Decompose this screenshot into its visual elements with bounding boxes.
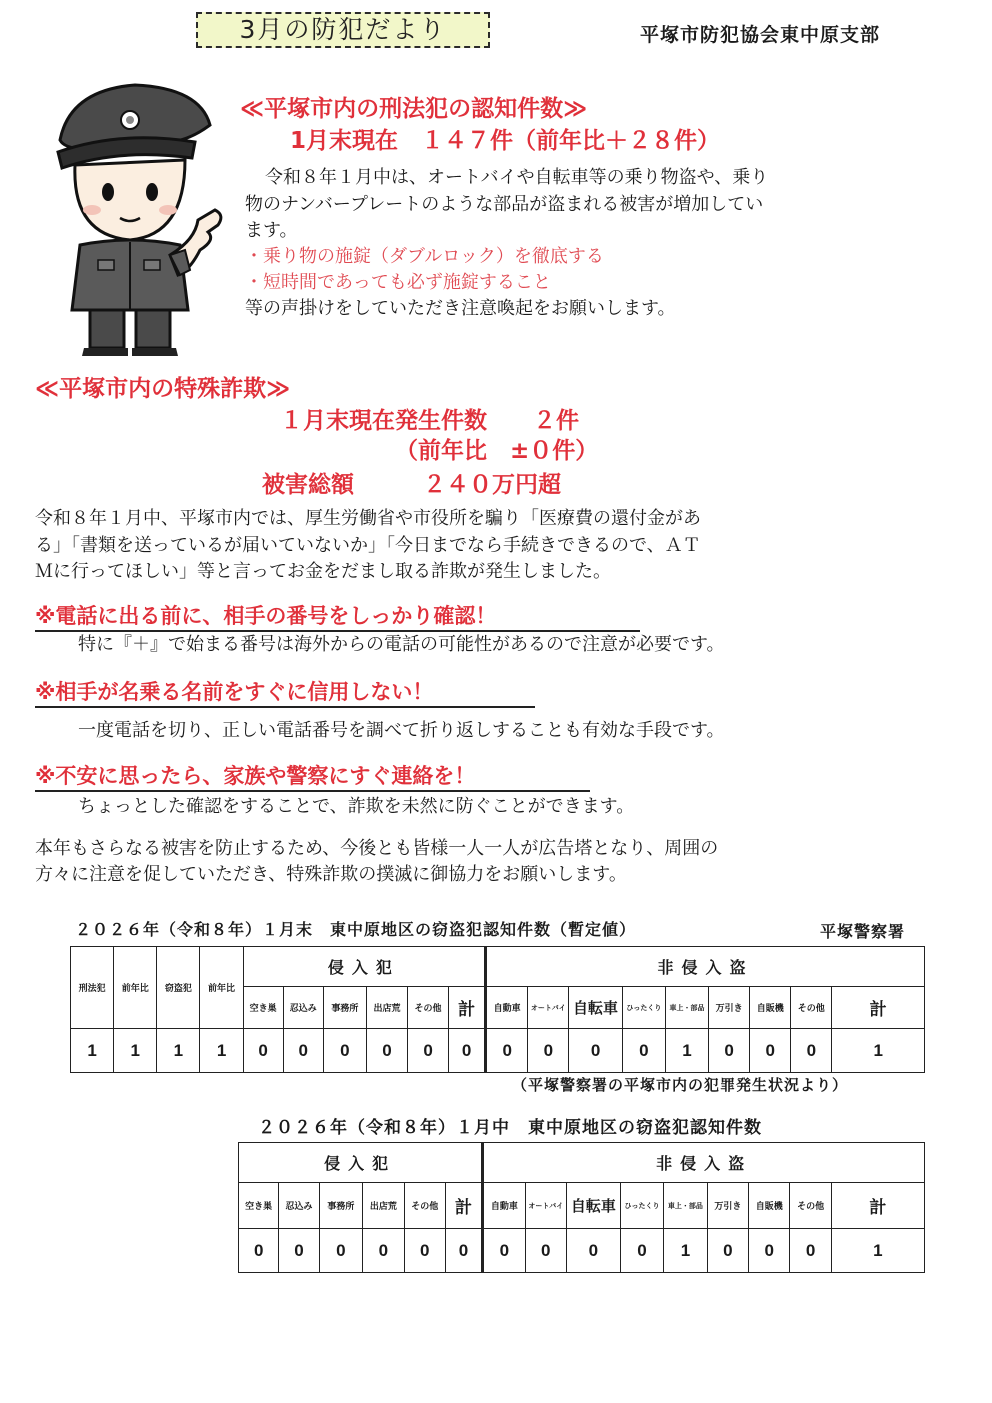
header-cell: 前年比 (200, 947, 243, 1029)
header-cell: 自転車 (566, 1183, 620, 1229)
value-cell: 1 (664, 1229, 707, 1273)
organization-name: 平塚市防犯協会東中原支部 (640, 24, 881, 46)
header-cell: 出店荒 (366, 987, 407, 1029)
header-cell: 計 (831, 1183, 924, 1229)
header-cell: オートバイ (528, 987, 569, 1029)
warning-title: ※相手が名乗る名前をすぐに信用しない！ (35, 680, 434, 704)
header-cell: 自動車 (486, 987, 528, 1029)
value-cell: 1 (832, 1029, 925, 1073)
header-cell: 前年比 (114, 947, 157, 1029)
section2-case-count: １月末現在発生件数 ２件 (280, 408, 579, 434)
value-cell: 0 (569, 1029, 622, 1073)
section1-bullet: ・短時間であっても必ず施錠すること (245, 272, 551, 293)
header-cell: オートバイ (525, 1183, 566, 1229)
header-cell: 万引き (707, 1183, 748, 1229)
section2-para-line: 令和８年１月中、平塚市内では、厚生労働省や市役所を騙り「医療費の還付金があ (35, 508, 701, 529)
header-cell: 計 (832, 987, 925, 1029)
section1-para-line: 物のナンバープレートのような部品が盗まれる被害が増加してい (245, 194, 764, 215)
header-cell: 車上・部品 (664, 1183, 707, 1229)
table1-caption: ２０２６年（令和８年）１月末 東中原地区の窃盗犯認知件数（暫定値） (75, 920, 637, 939)
closing-line: 方々に注意を促していただき、特殊詐欺の撲滅に御協力をお願いします。 (35, 864, 627, 885)
value-cell: 0 (790, 1229, 831, 1273)
section2-heading: ≪平塚市内の特殊詐欺≫ (35, 376, 291, 402)
table2 (238, 1142, 925, 1273)
header-cell: 自転車 (569, 987, 622, 1029)
header-cell: 窃盗犯 (157, 947, 200, 1029)
warning-underline (35, 790, 590, 792)
header-cell: 忍込み (279, 1183, 319, 1229)
section2-para-line: Ｍに行ってほしい」等と言ってお金をだまし取る詐欺が発生しました。 (35, 561, 611, 582)
header-cell: 車上・部品 (665, 987, 708, 1029)
value-cell: 1 (665, 1029, 708, 1073)
police-officer-illustration (20, 70, 235, 360)
value-cell: 0 (707, 1229, 748, 1273)
value-cell: 0 (323, 1029, 366, 1073)
header-cell: 空き巣 (243, 987, 283, 1029)
value-cell: 1 (114, 1029, 157, 1073)
value-cell: 0 (445, 1229, 482, 1273)
section1-closing: 等の声掛けをしていただき注意喚起をお願いします。 (245, 298, 676, 319)
table1-police-station: 平塚警察署 (820, 922, 906, 941)
value-cell: 1 (71, 1029, 114, 1073)
value-cell: 1 (157, 1029, 200, 1073)
section1-heading: ≪平塚市内の刑法犯の認知件数≫ (240, 96, 588, 122)
header-cell: 計 (449, 987, 486, 1029)
value-cell: 0 (620, 1229, 663, 1273)
header-cell: 万引き (709, 987, 750, 1029)
header-cell: その他 (791, 987, 832, 1029)
value-cell: 0 (709, 1029, 750, 1073)
value-cell: 0 (319, 1229, 362, 1273)
value-cell: 0 (525, 1229, 566, 1273)
newsletter-title: 3月の防犯だより (196, 12, 490, 48)
header-cell: 事務所 (319, 1183, 362, 1229)
section1-para-line: 令和８年１月中は、オートバイや自転車等の乗り物盗や、乗り (265, 167, 769, 188)
value-cell: 0 (750, 1029, 791, 1073)
header-cell: ひったくり (622, 987, 665, 1029)
header-cell: ひったくり (620, 1183, 663, 1229)
header-cell: 事務所 (323, 987, 366, 1029)
value-cell: 0 (243, 1029, 283, 1073)
closing-line: 本年もさらなる被害を防止するため、今後とも皆様一人一人が広告塔となり、周囲の (35, 838, 719, 859)
value-cell: 0 (363, 1229, 404, 1273)
warning-text: 一度電話を切り、正しい電話番号を調べて折り返しすることも有効な手段です。 (78, 720, 725, 741)
value-cell: 1 (200, 1029, 243, 1073)
header-cell: 空き巣 (239, 1183, 279, 1229)
value-cell: 0 (408, 1029, 449, 1073)
header-cell: その他 (408, 987, 449, 1029)
group-header-shinnyu: 侵入犯 (243, 947, 486, 987)
warning-title: ※電話に出る前に、相手の番号をしっかり確認！ (35, 604, 497, 628)
warning-text: 特に『＋』で始まる番号は海外からの電話の可能性があるので注意が必要です。 (78, 634, 725, 655)
warning-underline (35, 706, 535, 708)
value-cell: 0 (283, 1029, 323, 1073)
value-cell: 0 (404, 1229, 445, 1273)
section1-para-line: ます。 (245, 220, 298, 241)
group-header-shinnyu: 侵入犯 (239, 1143, 483, 1183)
value-cell: 0 (566, 1229, 620, 1273)
table1 (70, 946, 925, 1073)
header-cell: 刑法犯 (71, 947, 114, 1029)
header-cell: 自動車 (483, 1183, 525, 1229)
section2-damage-total: 被害総額 ２４０万円超 (262, 472, 561, 498)
header-cell: 出店荒 (363, 1183, 404, 1229)
value-cell: 0 (486, 1029, 528, 1073)
value-cell: 0 (749, 1229, 790, 1273)
header-cell: 自販機 (750, 987, 791, 1029)
section1-subheading: 1月末現在 １４７件（前年比＋２８件） (290, 128, 721, 154)
table2-caption: ２０２６年（令和８年）１月中 東中原地区の窃盗犯認知件数 (258, 1118, 762, 1138)
value-cell: 0 (483, 1229, 525, 1273)
section1-bullet: ・乗り物の施錠（ダブルロック）を徹底する (245, 246, 604, 267)
value-cell: 0 (449, 1029, 486, 1073)
header-cell: 計 (445, 1183, 482, 1229)
header-cell: 自販機 (749, 1183, 790, 1229)
value-cell: 0 (528, 1029, 569, 1073)
header-cell: その他 (404, 1183, 445, 1229)
header-cell: その他 (790, 1183, 831, 1229)
value-cell: 0 (239, 1229, 279, 1273)
group-header-hishinnyu: 非侵入盗 (486, 947, 925, 987)
value-cell: 0 (366, 1029, 407, 1073)
section2-year-compare: （前年比 ±０件） (395, 438, 599, 464)
value-cell: 1 (831, 1229, 924, 1273)
header-cell: 忍込み (283, 987, 323, 1029)
value-cell: 0 (279, 1229, 319, 1273)
table1-source: （平塚警察署の平塚市内の犯罪発生状況より） (512, 1076, 849, 1094)
section2-para-line: る」「書類を送っているが届いていないか」「今日までなら手続きできるので、ＡＴ (35, 535, 701, 556)
warning-text: ちょっとした確認をすることで、詐欺を未然に防ぐことができます。 (78, 796, 635, 817)
value-cell: 0 (622, 1029, 665, 1073)
warning-title: ※不安に思ったら、家族や警察にすぐ連絡を！ (35, 764, 476, 788)
group-header-hishinnyu: 非侵入盗 (483, 1143, 925, 1183)
value-cell: 0 (791, 1029, 832, 1073)
